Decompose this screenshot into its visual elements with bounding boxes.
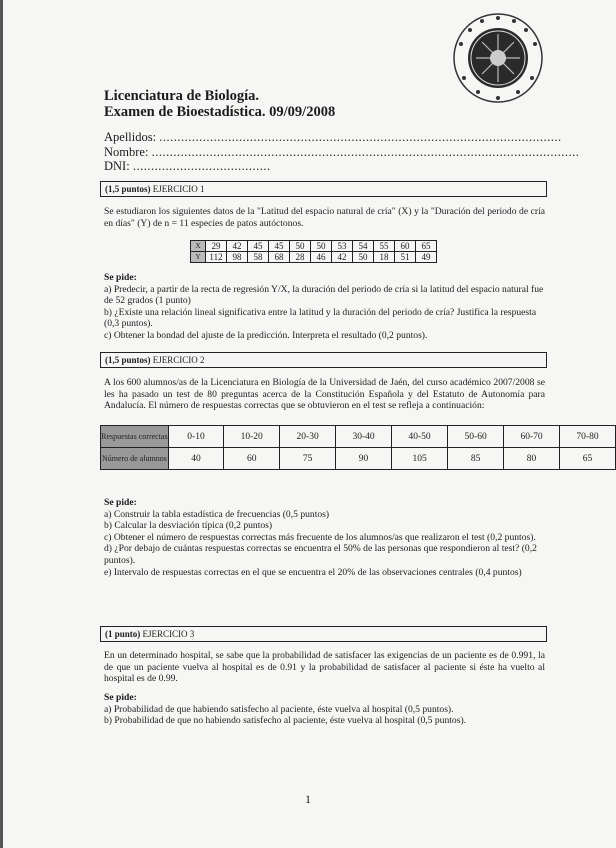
question-a: a) Construir la tabla estadística de frecuencias (0,5 puntos) [104, 508, 330, 520]
question-b: b) Calcular la desviación típica (0,2 puntos) [104, 520, 273, 532]
x-cell: 29 [206, 241, 227, 252]
question-a: a) Probabilidad de que habiendo satisfecho al paciente, éste vuelva al hospital (0,5 puntos). [104, 703, 454, 715]
page-number: 1 [305, 792, 311, 806]
x-cell: 50 [290, 241, 311, 252]
exercise-3-questions [104, 692, 545, 727]
count-cell: 65 [560, 448, 616, 470]
y-cell: 49 [416, 252, 437, 263]
exercise-2-header [100, 352, 547, 368]
counts-row [101, 448, 616, 470]
exercise-3-name: EJERCICIO 3 [142, 629, 195, 639]
interval-cell: 60-70 [504, 426, 560, 448]
interval-cell: 50-60 [448, 426, 504, 448]
question-e: e) Intervalo de respuestas correctas en el que se encuentra el 20% de las observaciones centrales (0,4 puntos) [104, 566, 522, 578]
y-cell: 28 [290, 252, 311, 263]
y-cell: 98 [227, 252, 248, 263]
exam-title: Examen de Bioestadística. 09/09/2008 [104, 104, 336, 120]
x-header: X [191, 241, 206, 252]
interval-cell: 20-30 [280, 426, 336, 448]
exercise-1-data-table [190, 240, 437, 263]
nombre-label: Nombre: [104, 145, 149, 159]
nombre-line: ...................................................................................................................... [151, 145, 580, 159]
interval-cell: 30-40 [336, 426, 392, 448]
course-title: Licenciatura de Biología. [104, 88, 260, 104]
x-cell: 60 [395, 241, 416, 252]
exercise-2-frequency-table [100, 425, 616, 470]
exercise-3-header [100, 626, 547, 642]
question-b: b) Probabilidad de que no habiendo satisfecho al paciente, éste vuelva al hospital (0,5 puntos). [104, 715, 467, 727]
alumnos-header: Número de alumnos [101, 448, 169, 470]
question-c: c) Obtener la bondad del ajuste de la predicción. Interpreta el resultado (0,2 puntos). [104, 329, 428, 341]
apellidos-label: Apellidos: [104, 130, 157, 144]
exercise-2-statement: A los 600 alumnos/as de la Licenciatura en Biología de la Universidad de Jaén, del curso académico 2007/2008 se les ha pasado un test de 80 preguntas acerca de la Constitución Española y del Estatuto de Autonomía para Andalucía. El número de respuestas correctas que se obtuvieron en el test se refleja a continuación: [104, 377, 545, 412]
question-c: c) Obtener el número de respuestas correctas más frecuente de los alumnos/as que realizaron el test (0,2 puntos). [104, 531, 536, 543]
respuestas-header: Respuestas correctas [101, 426, 169, 448]
exercise-1-questions [104, 272, 545, 342]
count-cell: 75 [280, 448, 336, 470]
scan-edge [0, 0, 3, 848]
x-cell: 54 [353, 241, 374, 252]
nombre-field[interactable] [104, 145, 579, 160]
y-cell: 58 [248, 252, 269, 263]
count-cell: 40 [168, 448, 223, 470]
exercise-1-header [100, 181, 547, 197]
count-cell: 105 [392, 448, 448, 470]
university-seal-icon [452, 12, 544, 104]
exercise-2-points: (1,5 puntos) [105, 355, 151, 365]
count-cell: 60 [224, 448, 280, 470]
y-cell: 68 [269, 252, 290, 263]
x-cell: 53 [332, 241, 353, 252]
exercise-3-points: (1 punto) [105, 629, 141, 639]
interval-cell: 40-50 [392, 426, 448, 448]
y-cell: 51 [395, 252, 416, 263]
y-header: Y [191, 252, 206, 263]
x-cell: 50 [311, 241, 332, 252]
y-cell: 50 [353, 252, 374, 263]
question-a: a) Predecir, a partir de la recta de regresión Y/X, la duración del periodo de cría si la latitud del espacio natural fue de 52 grados (1 punto) [104, 283, 544, 307]
se-pide-label: Se pide: [104, 692, 137, 703]
x-cell: 45 [248, 241, 269, 252]
count-cell: 80 [504, 448, 560, 470]
x-cell: 55 [374, 241, 395, 252]
dni-field[interactable] [104, 159, 271, 174]
interval-cell: 10-20 [224, 426, 280, 448]
interval-cell: 0-10 [168, 426, 223, 448]
x-row [191, 241, 437, 252]
dni-label: DNI: [104, 159, 130, 173]
dni-line: ...................................... [132, 159, 271, 173]
exercise-1-statement: Se estudiaron los siguientes datos de la "Latitud del espacio natural de cría" (X) y la "Duración del periodo de cría en días" (Y) de n = 11 especies de patos autóctonos. [104, 206, 545, 229]
y-cell: 42 [332, 252, 353, 263]
exercise-2-questions [104, 497, 545, 578]
count-cell: 85 [448, 448, 504, 470]
y-row [191, 252, 437, 263]
apellidos-field[interactable] [104, 130, 562, 145]
y-cell: 112 [206, 252, 227, 263]
interval-cell: 70-80 [560, 426, 616, 448]
x-cell: 42 [227, 241, 248, 252]
exercise-1-points: (1,5 puntos) [105, 184, 151, 194]
intervals-row [101, 426, 616, 448]
exercise-2-name: EJERCICIO 2 [152, 355, 205, 365]
apellidos-line: ............................................................................................................... [159, 130, 562, 144]
x-cell: 65 [416, 241, 437, 252]
y-cell: 18 [374, 252, 395, 263]
question-d: d) ¿Por debajo de cuántas respuestas correctas se encuentra el 50% de las personas que respondieron al test? (0,2 puntos). [104, 543, 537, 566]
question-b: b) ¿Existe una relación lineal significativa entre la latitud y la duración del periodo de cría? Justifica la respuesta (0,3 puntos). [104, 306, 537, 330]
exercise-3-statement: En un determinado hospital, se sabe que la probabilidad de satisfacer las exigencias de un paciente es de 0.991, la de que un paciente vuelva al hospital es de 0.91 y la probabilidad de satisfacer al paciente si éste ha vuelto al hospital es de 0.99. [104, 650, 545, 685]
exercise-1-name: EJERCICIO 1 [152, 184, 205, 194]
se-pide-label: Se pide: [104, 497, 137, 508]
y-cell: 46 [311, 252, 332, 263]
se-pide-label: Se pide: [104, 272, 137, 283]
count-cell: 90 [336, 448, 392, 470]
x-cell: 45 [269, 241, 290, 252]
